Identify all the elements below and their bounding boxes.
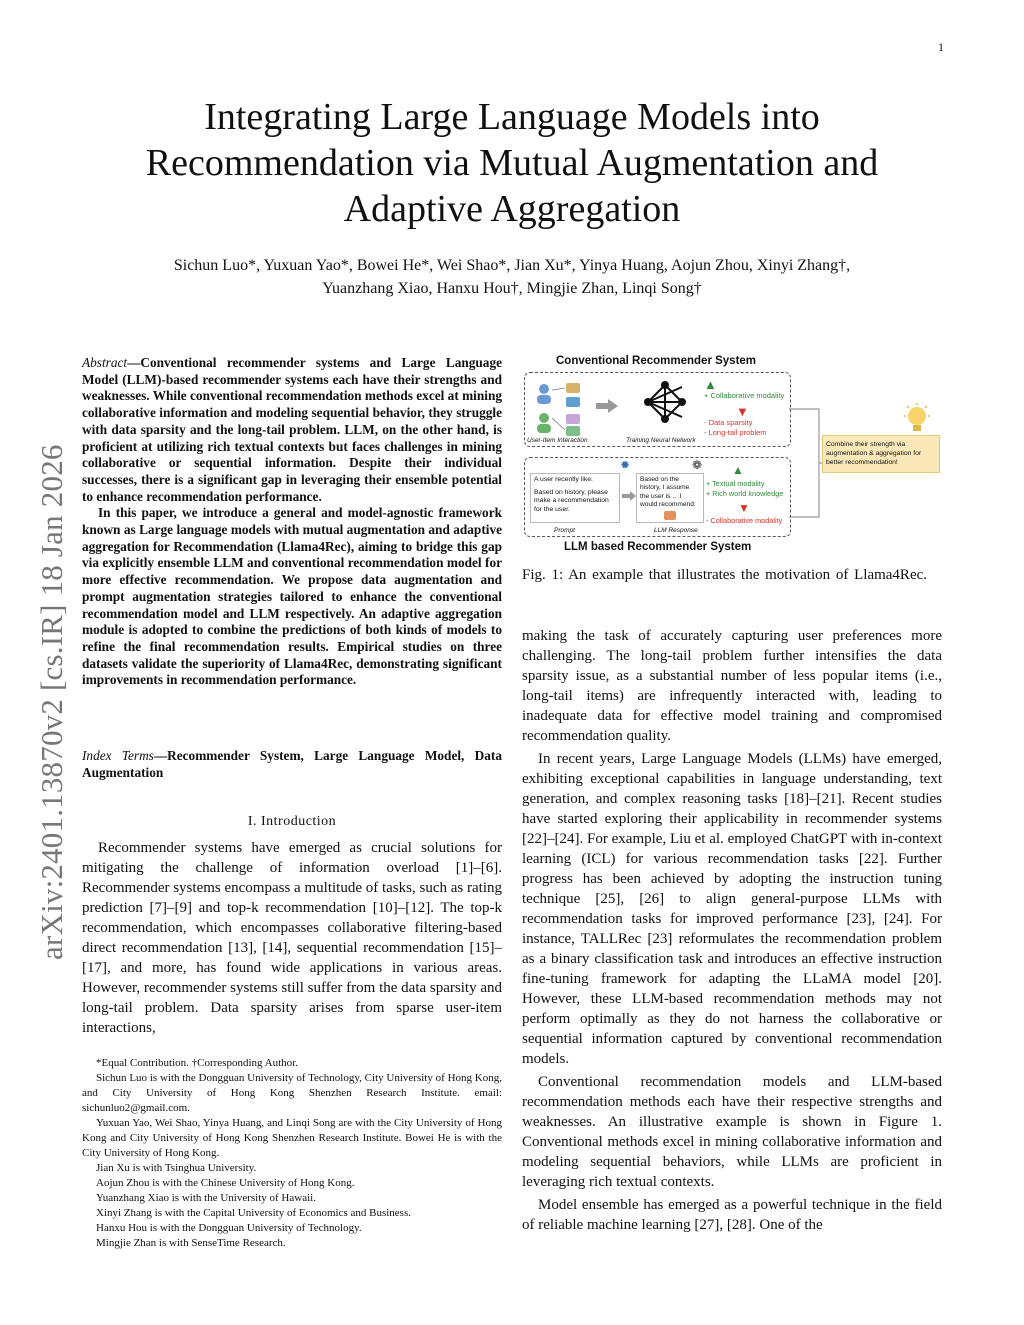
arrow-right-icon xyxy=(622,491,636,501)
bag-icon xyxy=(664,511,676,520)
combine-strength-box: Combine their strength via augmentation & aggregation for better recommendation! xyxy=(822,435,940,473)
abstract-lead: Abstract xyxy=(82,355,128,370)
footnote: Aojun Zhou is with the Chinese University of Hong Kong. xyxy=(96,1177,355,1189)
right-column-body xyxy=(522,626,942,1238)
textual-modality-label: + Textual modality xyxy=(706,479,765,488)
footnote: Xinyi Zhang is with the Capital University of Economics and Business. xyxy=(96,1207,411,1219)
body-paragraph: Model ensemble has emerged as a powerful technique in the field of reliable machine learning [27], [28]. One of the xyxy=(522,1197,942,1233)
llm-response-label: LLM Response xyxy=(654,527,698,534)
section-heading-introduction: I. Introduction xyxy=(247,814,337,829)
figure-bottom-title: LLM based Recommender System xyxy=(564,541,752,553)
abstract xyxy=(82,355,502,689)
authors-line-2: Yuanzhang Xiao, Hanxu Hou†, Mingjie Zhan, Linqi Song† xyxy=(322,280,702,297)
footnotes xyxy=(82,1056,502,1251)
prompt-box xyxy=(530,473,620,523)
neural-network-icon xyxy=(640,377,690,427)
long-tail-label: - Long-tail problem xyxy=(704,428,767,437)
user-liked-text: A user recently like: xyxy=(534,476,593,483)
collab-modality-negative: - Collaborative modality xyxy=(706,516,783,525)
footnote: *Equal Contribution. †Corresponding Author. xyxy=(96,1057,298,1069)
paper-title: Integrating Large Language Models into Recommendation via Mutual Augmentation and Adaptive Aggregation xyxy=(145,96,879,230)
prompt-label: Prompt xyxy=(554,527,575,534)
chatgpt-logo-icon: ❁ xyxy=(692,458,703,472)
llm-logo-icon: ✹ xyxy=(620,458,631,472)
lightbulb-icon xyxy=(902,403,932,437)
figure-top-title: Conventional Recommender System xyxy=(556,355,757,367)
user-item-interaction-icon xyxy=(532,380,600,438)
collab-modality-positive: + Collaborative modality xyxy=(704,391,785,400)
abstract-paragraph-2: In this paper, we introduce a general and model-agnostic framework known as Large language models with mutual augmentation and adaptive aggregation for Recommendation (Llama4Rec), aiming to bridge this gap via explicitly ensemble LLM and conventional recommendation model for more effective recommendation. We propose data augmentation and prompt augmentation strategies tailored to enhance the conventional recommendation model and LLM respectively. An adaptive aggregation module is adopted to combine the predictions of both kinds of models to refine the final recommendation results. Empirical studies on three datasets validate the superiority of Llama4Rec, demonstrating significant improvements in recommendation performance. xyxy=(82,505,502,688)
llm-reply-text: Based on the history, I assume the user is ... I would recommend: xyxy=(640,476,696,508)
arrow-right-icon xyxy=(596,399,618,413)
llm-response-box xyxy=(636,473,704,523)
prompt-instruction-text: Based on history, please make a recommendation for the user. xyxy=(534,488,609,513)
index-terms-text: —Recommender System, Large Language Model, Data Augmentation xyxy=(82,748,502,780)
index-terms-lead: Index Terms xyxy=(82,748,154,763)
body-paragraph: making the task of accurately capturing user preferences more challenging. The long-tail problem further intensifies the data sparsity issue, as a substantial number of less popular items (i.e., long-tail items) are infrequently interacted with, leading to inadequate data for effective model training and compromised recommendation quality. xyxy=(522,628,942,744)
abstract-paragraph-1: —Conventional recommender systems and Large Language Model (LLM)-based recommender systems each have their strengths and weaknesses. While conventional recommendation methods excel at mining collaborative information and modeling sequential behavior, they struggle with data sparsity and the long-tail problem. LLM, on the other hand, is proficient at utilizing rich textual contexts but faces challenges in mining collaborative or sequential information. Despite their individual successes, there is a significant gap in leveraging their ensemble potential to enhance recommendation performance. xyxy=(82,355,502,504)
connector-lines xyxy=(789,405,824,525)
figure-1 xyxy=(522,355,952,560)
thumbs-down-icon: ▼ xyxy=(736,404,749,419)
introduction-paragraph: Recommender systems have emerged as crucial solutions for mitigating the challenge of information overload [1]–[6]. Recommender systems encompass a multitude of tasks, such as rating prediction [7]–[9] and top-k recommendation [10]–[12]. The top-k recommendation, which encompasses collaborative filtering-based direct recommendation [13], [14], sequential recommendation [15]–[17], and more, has found wide applications in various areas. However, recommender systems still suffer from the data sparsity and long-tail problem. Data sparsity arises from sparse user-item interactions, xyxy=(82,840,502,1036)
body-paragraph: Conventional recommendation models and LLM-based recommendation methods each have their respective strengths and weaknesses. An illustrative example is shown in Figure 1. Conventional methods excel in mining collaborative information and modeling sequential behaviors, while LLMs are proficient in leveraging rich textual contexts. xyxy=(522,1074,942,1190)
footnote: Yuanzhang Xiao is with the University of Hawaii. xyxy=(96,1192,316,1204)
index-terms xyxy=(82,748,502,781)
data-sparsity-label: - Data sparsity xyxy=(704,418,753,427)
authors-line-1: Sichun Luo*, Yuxuan Yao*, Bowei He*, Wei Shao*, Jian Xu*, Yinya Huang, Aojun Zhou, Xinyi Zhang†, xyxy=(173,257,851,274)
author-list xyxy=(80,254,944,300)
training-nn-label: Training Neural Network xyxy=(626,437,696,444)
figure-caption: Fig. 1: An example that illustrates the motivation of Llama4Rec. xyxy=(522,567,928,583)
footnote: Yuxuan Yao, Wei Shao, Yinya Huang, and Linqi Song are with the City University of Hong Kong and City University of Hong Kong Shenzhen Research Institute. Bowei He is with the City University of Hong Kong. xyxy=(82,1117,502,1159)
page-number: 1 xyxy=(938,40,944,54)
footnote: Hanxu Hou is with the Dongguan University of Technology. xyxy=(96,1222,362,1234)
arxiv-stamp: arXiv:2401.13870v2 [cs.IR] 18 Jan 2026 xyxy=(34,444,69,960)
footnote: Sichun Luo is with the Dongguan University of Technology, City University of Hong Kong, and City University of Hong Kong Shenzhen Research Institute. email: sichunluo2@gmail.com. xyxy=(82,1072,502,1114)
footnote: Mingjie Zhan is with SenseTime Research. xyxy=(96,1237,286,1249)
footnote: Jian Xu is with Tsinghua University. xyxy=(96,1162,257,1174)
thumbs-up-icon: ▲ xyxy=(732,463,744,477)
user-item-label: User-Item Interaction xyxy=(527,437,588,444)
body-paragraph: In recent years, Large Language Models (LLMs) have emerged, exhibiting exceptional capabilities in language understanding, text generation, and complex reasoning tasks [18]–[21]. Recent studies have started exploring their applicability in recommender systems [22]–[24]. For example, Liu et al. employed ChatGPT with in-context learning (ICL) for various recommendation tasks [22]. Further progress has been achieved by adopting the instruction tuning technique [25], [26] to align general-purpose LLMs with recommendation tasks for improved performance [23], [24]. For instance, TALLRec [23] reformulates the recommendation problem as a binary classification task and introduces an effective instruction fine-tuning framework for adapting the LLaMA model [20]. However, these LLM-based recommendation methods may not perform optimally as they do not harness the collaborative or sequential information captured by conventional recommendation models. xyxy=(522,751,942,1067)
thumbs-up-icon: ▲ xyxy=(704,377,717,392)
world-knowledge-label: + Rich world knowledge xyxy=(706,489,784,498)
thumbs-down-icon: ▼ xyxy=(738,501,750,515)
